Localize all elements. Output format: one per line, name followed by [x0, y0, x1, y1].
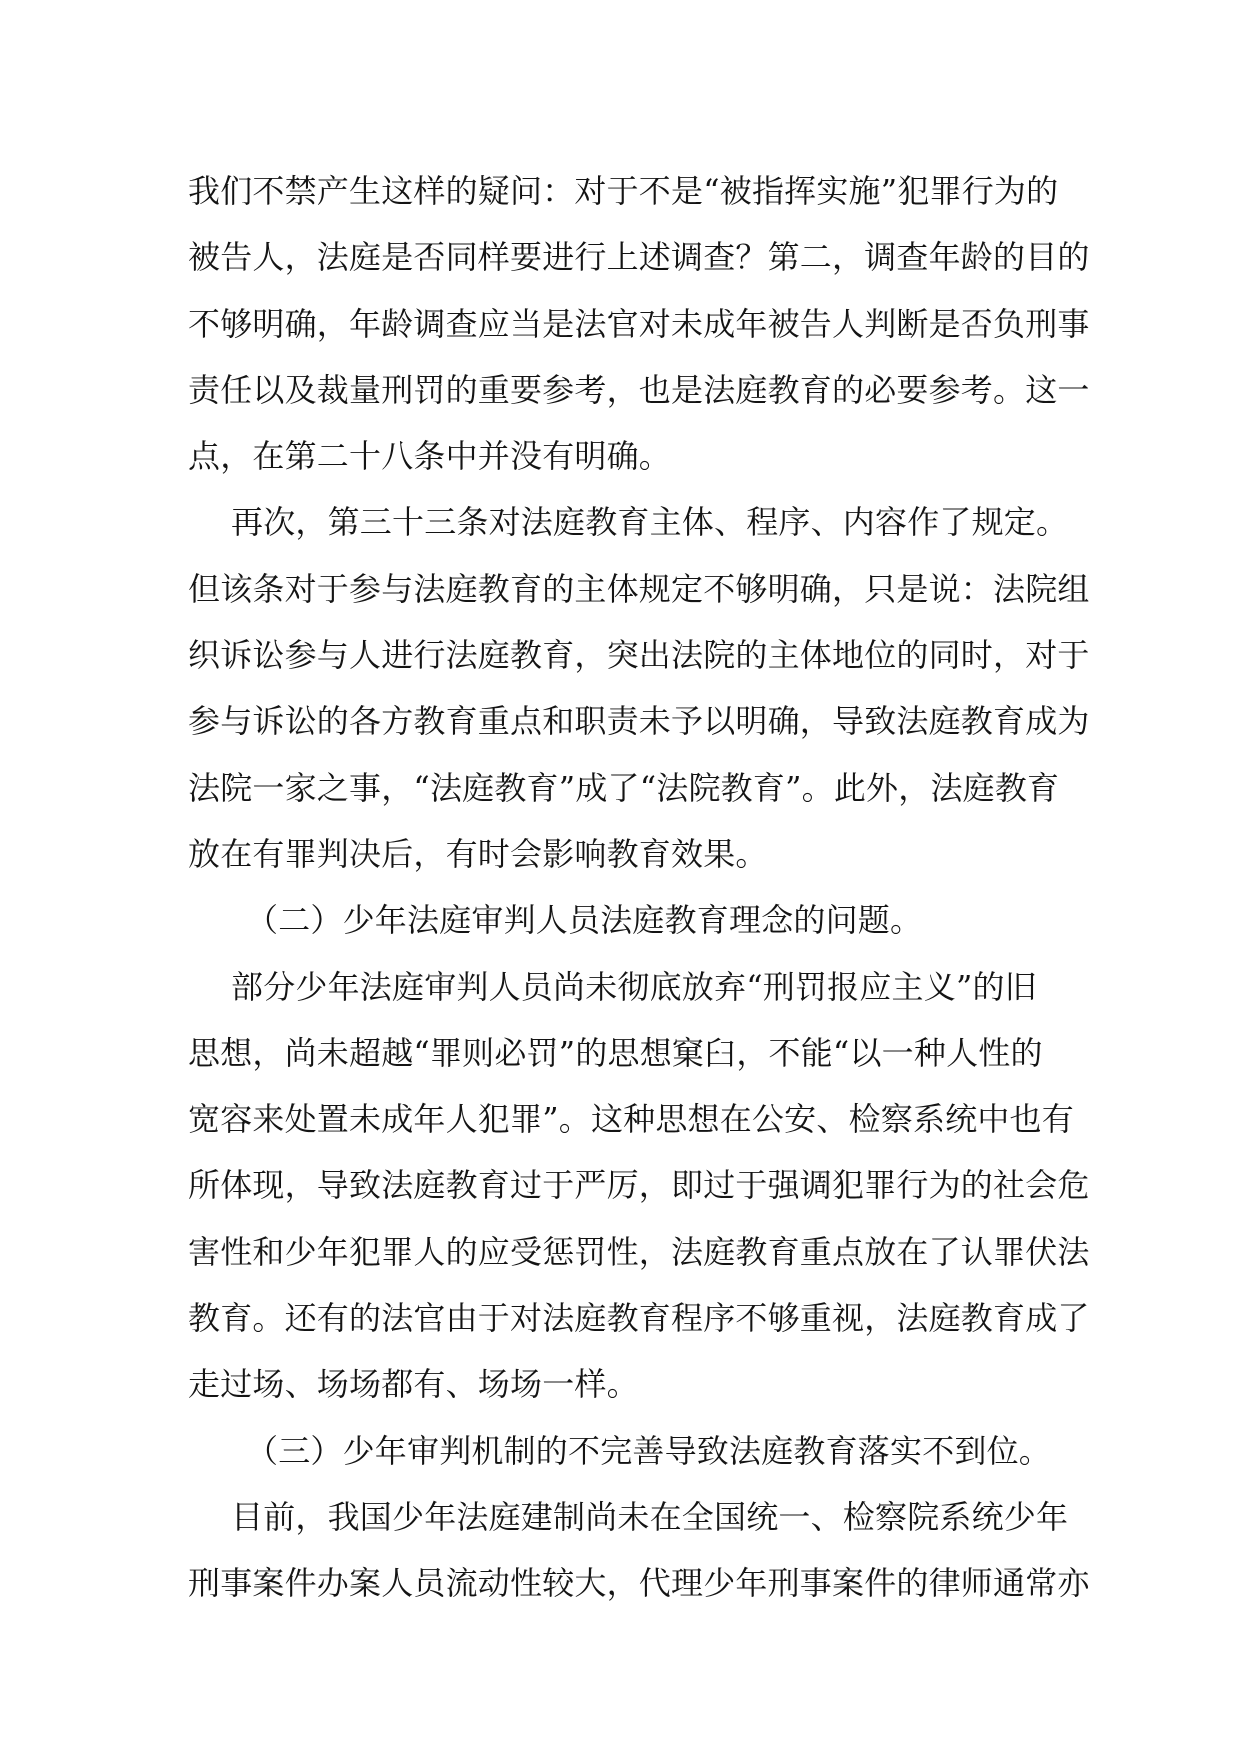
paragraph-start-line: 目前，我国少年法庭建制尚未在全国统一、检察院系统少年: [231, 1497, 1069, 1536]
paragraph-start-line: 部分少年法庭审判人员尚未彻底放弃“刑罚报应主义”的旧: [231, 967, 1037, 1006]
text-line: 参与诉讼的各方教育重点和职责未予以明确，导致法庭教育成为: [188, 702, 1090, 741]
paragraph-start-line: 再次，第三十三条对法庭教育主体、程序、内容作了规定。: [231, 503, 1069, 542]
text-line: 放在有罪判决后，有时会影响教育效果。: [188, 834, 768, 873]
section-heading: （二）少年法庭审判人员法庭教育理念的问题。: [246, 901, 923, 940]
text-line: 走过场、场场都有、场场一样。: [188, 1365, 639, 1404]
text-line: 点，在第二十八条中并没有明确。: [188, 437, 672, 476]
text-line: 宽容来处置未成年人犯罪”。这种思想在公安、检察系统中也有: [188, 1100, 1074, 1139]
text-line: 被告人，法庭是否同样要进行上述调查？第二，调查年龄的目的: [188, 238, 1090, 277]
text-line: 教育。还有的法官由于对法庭教育程序不够重视，法庭教育成了: [188, 1299, 1090, 1338]
text-line: 责任以及裁量刑罚的重要参考，也是法庭教育的必要参考。这一: [188, 370, 1090, 409]
text-line: 思想，尚未超越“罪则必罚”的思想窠臼，不能“以一种人性的: [188, 1033, 1043, 1072]
text-line: 所体现，导致法庭教育过于严厉，即过于强调犯罪行为的社会危: [188, 1166, 1090, 1205]
text-line: 我们不禁产生这样的疑问：对于不是“被指挥实施”犯罪行为的: [188, 172, 1059, 210]
section-heading: （三）少年审判机制的不完善导致法庭教育落实不到位。: [246, 1431, 1052, 1470]
text-line: 但该条对于参与法庭教育的主体规定不够明确，只是说：法院组: [188, 569, 1090, 608]
text-line: 刑事案件办案人员流动性较大，代理少年刑事案件的律师通常亦: [188, 1564, 1090, 1603]
text-line: 织诉讼参与人进行法庭教育，突出法院的主体地位的同时，对于: [188, 636, 1090, 675]
text-line: 法院一家之事，“法庭教育”成了“法院教育”。此外，法庭教育: [188, 768, 1060, 807]
text-line: 害性和少年犯罪人的应受惩罚性，法庭教育重点放在了认罪伏法: [188, 1232, 1090, 1271]
body-text: [188, 158, 1090, 1617]
text-line: 不够明确，年龄调查应当是法官对未成年被告人判断是否负刑事: [188, 304, 1090, 343]
